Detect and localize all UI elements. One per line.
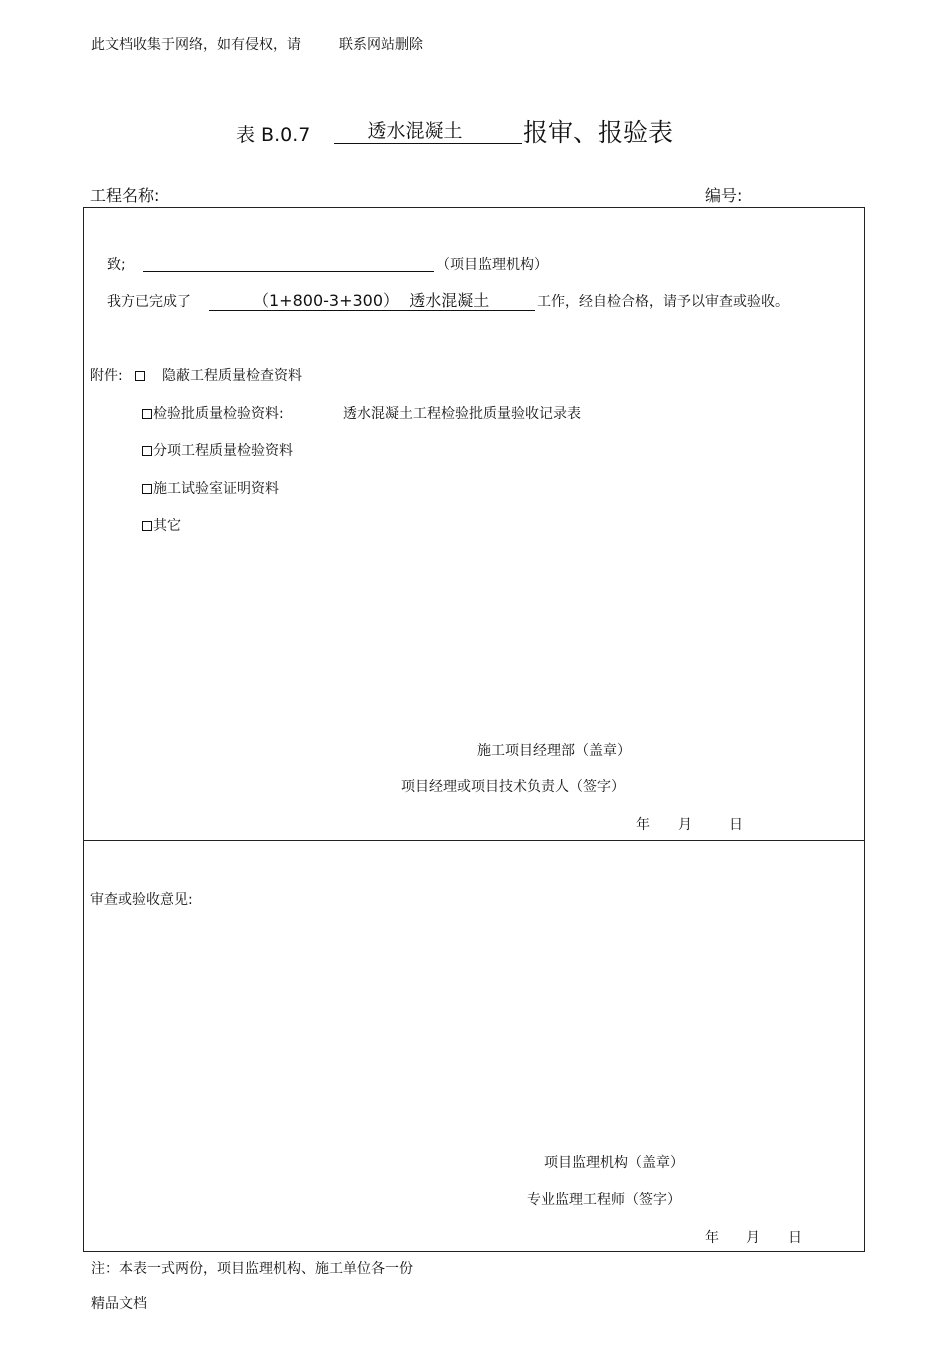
review-section [83, 841, 865, 1252]
checkbox-icon[interactable] [135, 371, 145, 381]
supervisor-date-day: 日 [788, 1230, 802, 1246]
checkbox-icon[interactable] [142, 446, 152, 456]
watermark-right: 联系网站删除 [339, 37, 423, 53]
contractor-date-month: 月 [678, 817, 692, 833]
contractor-signature: 项目经理或项目技术负责人（签字） [401, 779, 625, 795]
attachment-label: 施工试验室证明资料 [153, 481, 279, 497]
supervisor-date-month: 月 [746, 1230, 760, 1246]
attachment-item [142, 478, 279, 498]
attachments-label: 附件: [90, 368, 123, 384]
watermark-header [91, 34, 423, 54]
footer-mark: 精品文档 [91, 1296, 147, 1312]
attachment-item [142, 515, 181, 535]
supervisor-seal: 项目监理机构（盖章） [544, 1155, 684, 1171]
addressee-suffix: （项目监理机构） [436, 257, 548, 273]
to-label: 致; [107, 257, 126, 273]
completed-work-line [209, 310, 535, 311]
attachment-label: 隐蔽工程质量检查资料 [162, 368, 302, 384]
review-opinion-label: 审查或验收意见: [90, 892, 193, 908]
serial-number-label: 编号: [705, 186, 743, 205]
attachment-label: 其它 [153, 518, 181, 534]
completed-item: 透水混凝土 [409, 291, 490, 310]
attachment-item [142, 403, 284, 423]
checkbox-icon[interactable] [142, 409, 152, 419]
supervisor-signature: 专业监理工程师（签字） [527, 1192, 681, 1208]
attachment-detail: 透水混凝土工程检验批质量验收记录表 [343, 406, 581, 422]
watermark-left: 此文档收集于网络，如有侵权，请 [91, 37, 301, 53]
supervisor-date-year: 年 [705, 1230, 719, 1246]
contractor-date-year: 年 [636, 817, 650, 833]
attachment-item [142, 440, 293, 460]
completed-station: （1+800-3+300） [253, 291, 400, 310]
checkbox-icon[interactable] [142, 521, 152, 531]
attachment-label: 检验批质量检验资料: [153, 406, 284, 422]
attachment-label: 分项工程质量检验资料 [153, 443, 293, 459]
contractor-seal: 施工项目经理部（盖章） [477, 743, 631, 759]
addressee-blank-line [143, 271, 434, 272]
completed-suffix: 工作，经自检合格，请予以审查或验收。 [537, 294, 789, 310]
project-name-label: 工程名称: [90, 186, 160, 205]
completed-label: 我方已完成了 [107, 294, 191, 310]
form-item-field: 透水混凝土 [334, 116, 522, 144]
contractor-date-day: 日 [729, 817, 743, 833]
footer-note: 注：本表一式两份，项目监理机构、施工单位各一份 [91, 1261, 413, 1277]
completed-work-field [209, 288, 535, 310]
attachment-item [135, 365, 302, 385]
form-number: 表 B.0.7 [236, 124, 311, 146]
checkbox-icon[interactable] [142, 484, 152, 494]
form-title: 报审、报验表 [523, 118, 674, 147]
